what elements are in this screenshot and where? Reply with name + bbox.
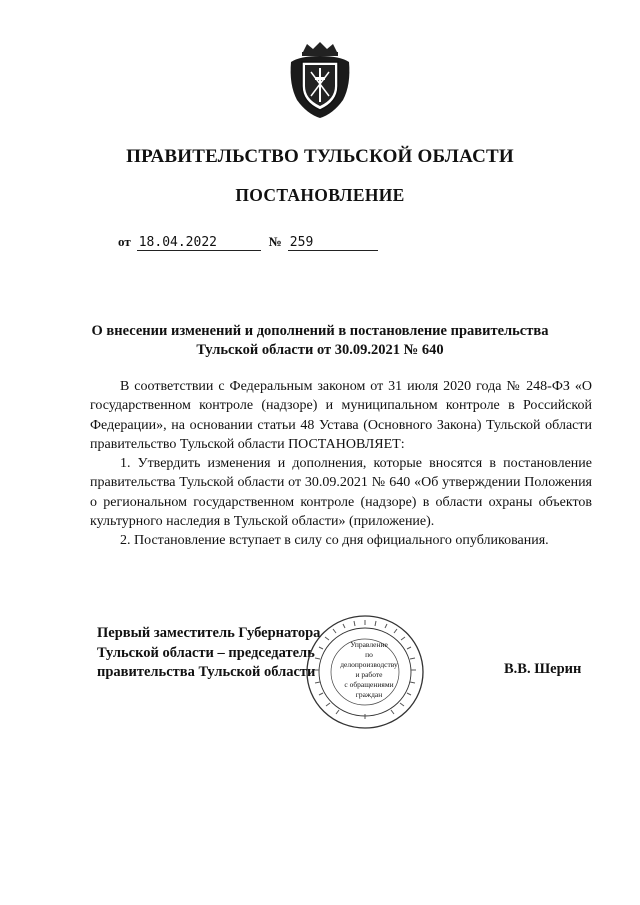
stamp-line-1: Управление (350, 640, 388, 649)
stamp-line-2: по делопроизводству (340, 650, 398, 669)
document-type-heading: ПОСТАНОВЛЕНИЕ (235, 185, 405, 205)
signatory-name: В.В. Шерин (504, 661, 582, 677)
body-paragraph-preamble: В соответствии с Федеральным законом от 31 июля 2020 года № 248-ФЗ «О государственном контроле (надзоре) и муниципальном контроле в Российской Федерации», на основании статьи 48 Устава (Основного Закона) Тульской области правительство Тульской области ПОСТАНОВЛЯЕТ: (90, 379, 592, 452)
title-line-2: Тульской области от 30.09.2021 № 640 (196, 342, 444, 358)
registration-line (118, 234, 378, 251)
document-body (90, 377, 592, 551)
stamp-line-5: граждан (355, 690, 383, 699)
signatory-line-2: Тульской области – председатель (97, 644, 315, 661)
title-line-1: О внесении изменений и дополнений в постановление правительства (91, 323, 549, 339)
number-value: 259 (288, 235, 378, 251)
stamp-inner-text (337, 640, 401, 700)
date-prefix: от (118, 234, 131, 249)
coat-of-arms-emblem (285, 40, 355, 120)
document-title (80, 322, 560, 360)
number-label: № (268, 234, 282, 249)
date-value: 18.04.2022 (137, 235, 261, 251)
signatory-line-3: правительства Тульской области (97, 664, 316, 680)
stamp-line-4: с обращениями (344, 680, 394, 689)
signatory-title (97, 624, 320, 683)
signatory-line-1: Первый заместитель Губернатора (97, 625, 321, 641)
body-paragraph-item-2: 2. Постановление вступает в силу со дня официального опубликования. (120, 533, 549, 549)
organization-heading: ПРАВИТЕЛЬСТВО ТУЛЬСКОЙ ОБЛАСТИ (126, 146, 514, 167)
stamp-line-3: и работе (355, 670, 383, 679)
body-paragraph-item-1: 1. Утвердить изменения и дополнения, которые вносятся в постановление правительства Тульской области от 30.09.2021 № 640 «Об утверждении Положения о региональном государственном контроле (надзоре) в области охраны объектов культурного наследия в Тульской области» (приложение). (90, 456, 592, 530)
